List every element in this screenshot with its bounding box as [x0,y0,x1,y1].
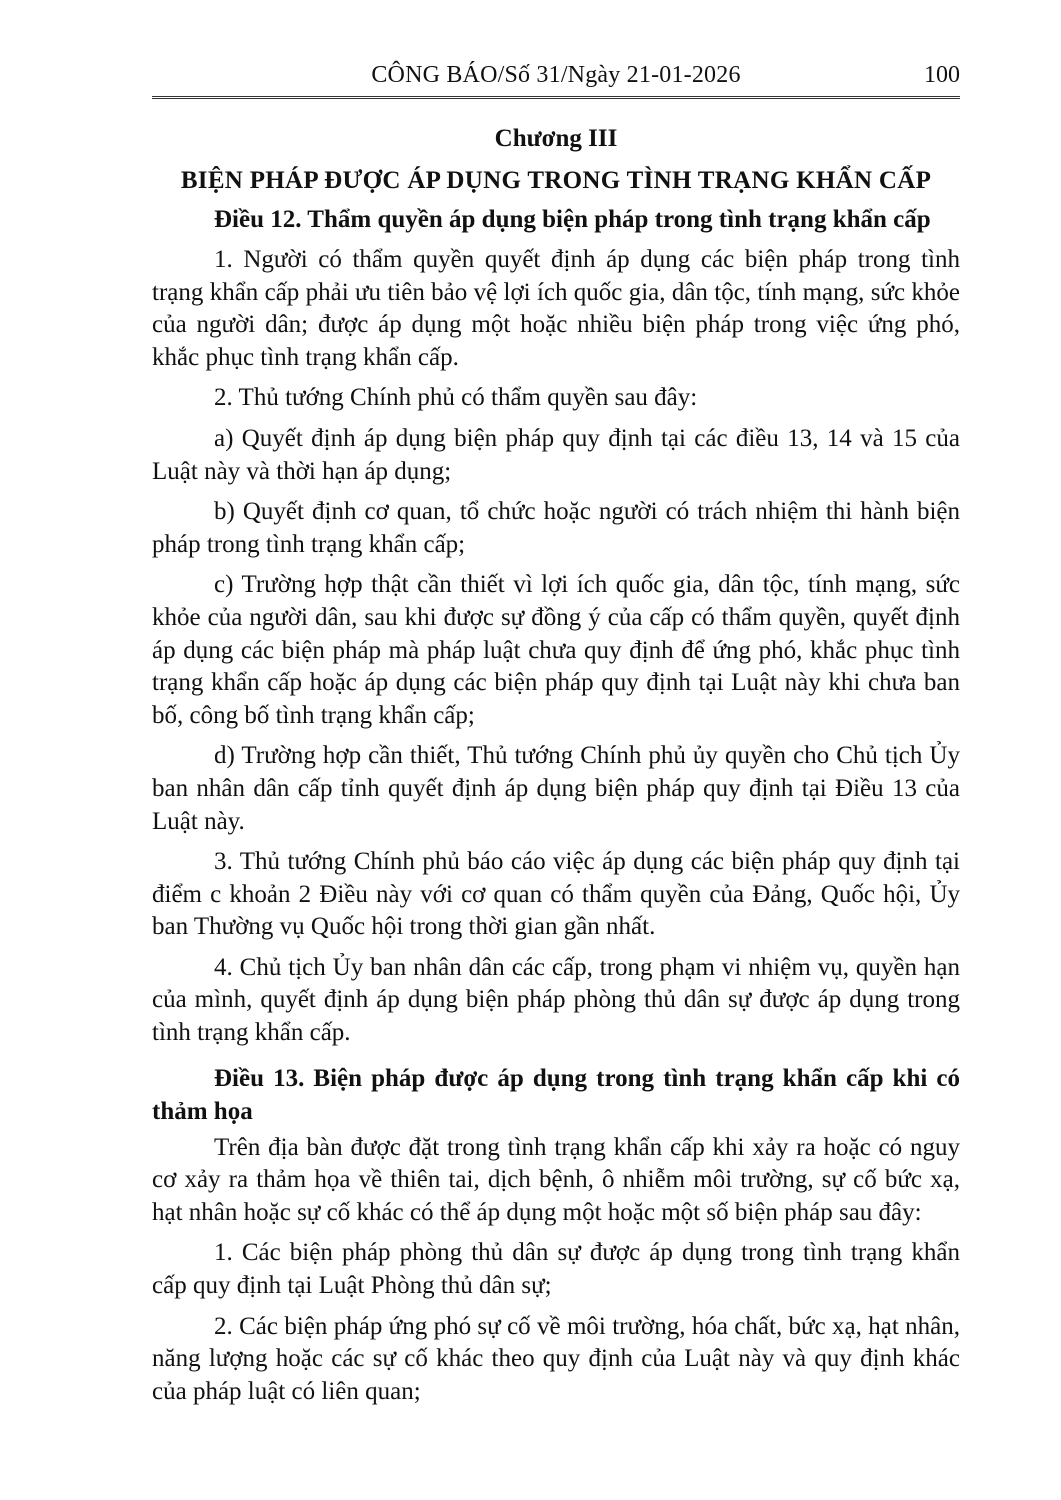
article-12-point-d: d) Trường hợp cần thiết, Thủ tướng Chính phủ ủy quyền cho Chủ tịch Ủy ban nhân dân cấp tỉnh quyết định áp dụng biện pháp quy định tại Điều 13 của Luật này. [152,742,960,835]
article-12-clause-1: 1. Người có thẩm quyền quyết định áp dụng các biện pháp trong tình trạng khẩn cấp phải ưu tiên bảo vệ lợi ích quốc gia, dân tộc, tính mạng, sức khỏe của người dân; được áp dụng một hoặc nhiều biện pháp trong việc ứng phó, khắc phục tình trạng khẩn cấp. [152,246,960,371]
page-number: 100 [924,62,960,88]
article-12-clause-2: 2. Thủ tướng Chính phủ có thẩm quyền sau đây: [214,384,698,412]
article-13-intro: Trên địa bàn được đặt trong tình trạng khẩn cấp khi xảy ra hoặc có nguy cơ xảy ra thảm họa về thiên tai, dịch bệnh, ô nhiễm môi trường, sự cố bức xạ, hạt nhân hoặc sự cố khác có thể áp dụng một hoặc một số biện pháp sau đây: [152,1133,960,1226]
chapter-label: Chương III [494,125,618,152]
article-12-point-b: b) Quyết định cơ quan, tổ chức hoặc người có trách nhiệm thi hành biện pháp trong tình trạng khẩn cấp; [152,498,960,558]
article-12-point-a: a) Quyết định áp dụng biện pháp quy định tại các điều 13, 14 và 15 của Luật này và thời hạn áp dụng; [152,424,960,485]
article-13-clause-1: 1. Các biện pháp phòng thủ dân sự được áp dụng trong tình trạng khẩn cấp quy định tại Luật Phòng thủ dân sự; [152,1239,960,1300]
document-page [152,58,960,1408]
article-12-clause-3: 3. Thủ tướng Chính phủ báo cáo việc áp dụng các biện pháp quy định tại điểm c khoản 2 Điều này với cơ quan có thẩm quyền của Đảng, Quốc hội, Ủy ban Thường vụ Quốc hội trong thời gian gần nhất. [152,848,960,941]
gazette-header-title: CÔNG BÁO/Số 31/Ngày 21-01-2026 [371,62,741,88]
article-13-title: Điều 13. Biện pháp được áp dụng trong tình trạng khẩn cấp khi có thảm họa [152,1064,960,1125]
page-header [152,58,960,99]
article-12-title: Điều 12. Thẩm quyền áp dụng biện pháp trong tình trạng khẩn cấp [214,206,931,233]
article-12-point-c: c) Trường hợp thật cần thiết vì lợi ích quốc gia, dân tộc, tính mạng, sức khỏe của người dân, sau khi được sự đồng ý của cấp có thẩm quyền, quyết định áp dụng các biện pháp mà pháp luật chưa quy định để ứng phó, khắc phục tình trạng khẩn cấp hoặc áp dụng các biện pháp quy định tại Luật này khi chưa ban bố, công bố tình trạng khẩn cấp; [152,571,960,729]
article-12-clause-4: 4. Chủ tịch Ủy ban nhân dân các cấp, trong phạm vi nhiệm vụ, quyền hạn của mình, quyết định áp dụng biện pháp phòng thủ dân sự được áp dụng trong tình trạng khẩn cấp. [152,953,960,1047]
article-13-clause-2: 2. Các biện pháp ứng phó sự cố về môi trường, hóa chất, bức xạ, hạt nhân, năng lượng hoặc các sự cố khác theo quy định của Luật này và quy định khác của pháp luật có liên quan; [152,1312,960,1405]
chapter-title: BIỆN PHÁP ĐƯỢC ÁP DỤNG TRONG TÌNH TRẠNG KHẨN CẤP [180,167,932,194]
